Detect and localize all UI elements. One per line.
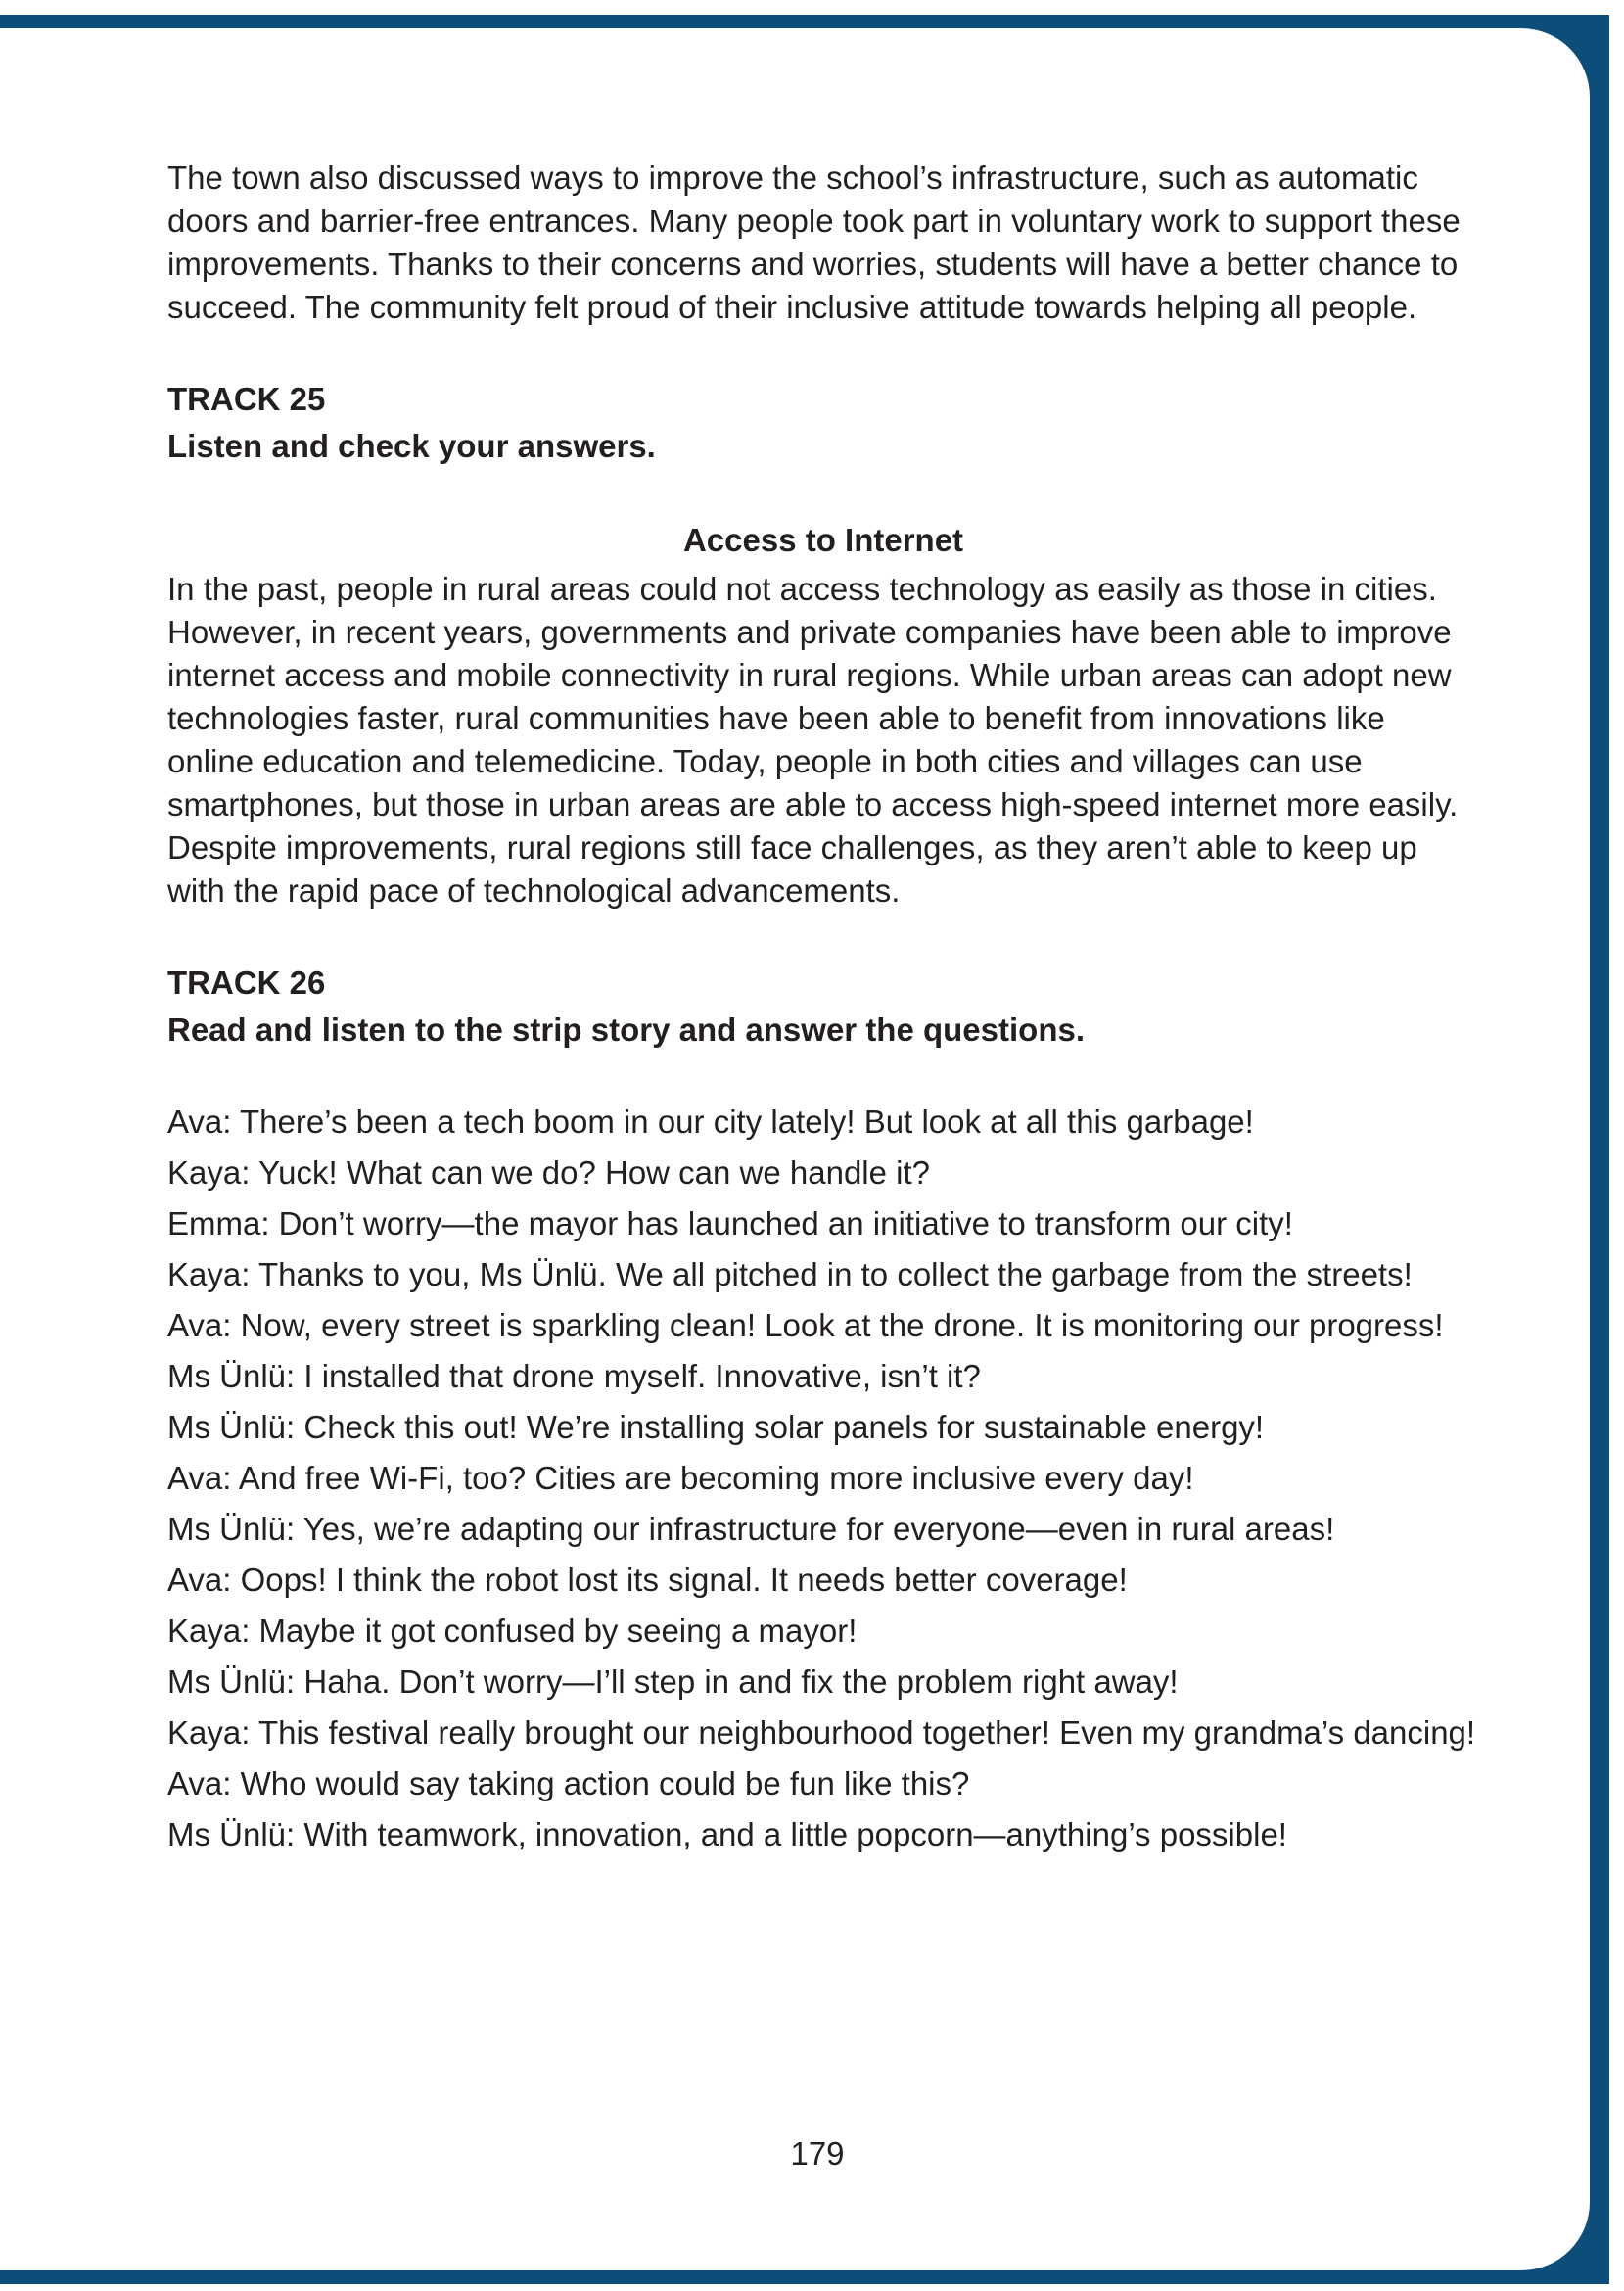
dialogue-line: Ms Ünlü: Haha. Don’t worry—I’ll step in and fix the problem right away!	[167, 1663, 1179, 1700]
dialogue-line: Ava: Now, every street is sparkling clean! Look at the drone. It is monitoring our progress!	[167, 1307, 1444, 1343]
frame-right-margin	[1609, 0, 1624, 2291]
article-body: In the past, people in rural areas could not access technology as easily as those in cities. However, in recent years, governments and private companies have been able to improve internet access and mobile connectivity in rural regions. While urban areas can adopt new technologies faster, rural communities have been able to benefit from innovations like online education and telemedicine. Today, people in both cities and villages can use smartphones, but those in urban areas are able to access high-speed internet more easily. Despite improvements, rural regions still face challenges, as they aren’t able to keep up with the rapid pace of technological advancements.	[167, 571, 1459, 909]
dialogue-line: Kaya: This festival really brought our neighbourhood together! Even my grandma’s dancing!	[167, 1714, 1476, 1751]
dialogue-line: Ms Ünlü: I installed that drone myself. Innovative, isn’t it?	[167, 1358, 981, 1394]
track-25-instruction: Listen and check your answers.	[167, 428, 656, 464]
dialogue-line: Ms Ünlü: With teamwork, innovation, and a little popcorn—anything’s possible!	[167, 1816, 1287, 1852]
intro-paragraph: The town also discussed ways to improve the school’s infrastructure, such as automatic doors and barrier-free entrances. Many people took part in voluntary work to support these improvements. Thanks to their concerns and worries, students will have a better chance to succeed. The community felt proud of their inclusive attitude towards helping all people.	[167, 160, 1461, 325]
dialogue-line: Kaya: Maybe it got confused by seeing a mayor!	[167, 1613, 858, 1649]
dialogue-line: Ava: Oops! I think the robot lost its signal. It needs better coverage!	[167, 1562, 1128, 1598]
dialogue-line: Ava: There’s been a tech boom in our city lately! But look at all this garbage!	[167, 1103, 1254, 1140]
article-title: Access to Internet	[682, 522, 964, 558]
dialogue	[167, 1097, 1479, 1860]
track-26-title: TRACK 26	[167, 964, 326, 1001]
frame-bottom-border	[0, 2270, 1624, 2284]
dialogue-line: Ava: Who would say taking action could be fun like this?	[167, 1765, 970, 1801]
frame-top-border	[0, 15, 1624, 28]
track-25-title: TRACK 25	[167, 381, 326, 417]
dialogue-line: Ava: And free Wi-Fi, too? Cities are becoming more inclusive every day!	[167, 1460, 1194, 1496]
dialogue-line: Ms Ünlü: Check this out! We’re installing solar panels for sustainable energy!	[167, 1409, 1265, 1445]
dialogue-line: Emma: Don’t worry—the mayor has launched an initiative to transform our city!	[167, 1205, 1293, 1241]
track-26-instruction: Read and listen to the strip story and answer the questions.	[167, 1011, 1086, 1048]
page-content	[167, 157, 1479, 1860]
dialogue-line: Kaya: Thanks to you, Ms Ünlü. We all pitched in to collect the garbage from the streets!	[167, 1256, 1413, 1292]
page-number: 179	[790, 2135, 845, 2172]
dialogue-line: Ms Ünlü: Yes, we’re adapting our infrastructure for everyone—even in rural areas!	[167, 1511, 1335, 1547]
dialogue-line: Kaya: Yuck! What can we do? How can we handle it?	[167, 1154, 931, 1191]
